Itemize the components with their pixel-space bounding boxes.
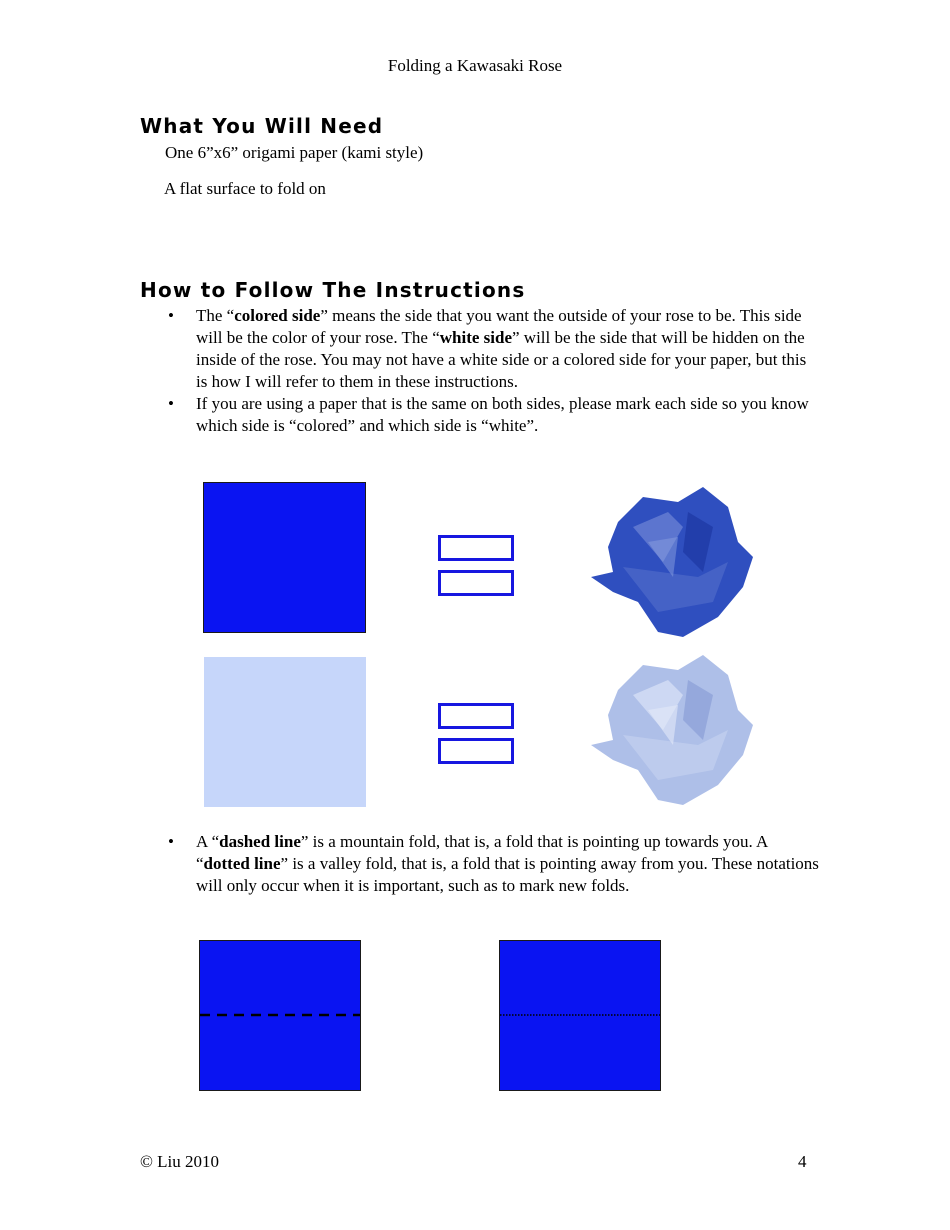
- colored-paper-square: [203, 482, 366, 633]
- bullet-dot: •: [168, 394, 174, 413]
- bullet-fold-lines: • A “dashed line” is a mountain fold, that is, a fold that is pointing up towards you. A “dotted line” is a valley fold, that is, a fold that is pointing away from you. These notations will only occur when it is important, such as to mark new folds.: [168, 832, 819, 895]
- bullet-dot: •: [168, 832, 174, 851]
- equals-sign-top-bar: [438, 535, 514, 561]
- term-colored-side: colored side: [234, 306, 321, 325]
- white-rose-image: [588, 650, 758, 810]
- bullet-colored-side: • The “colored side” means the side that you want the outside of your rose to be. This side will be the color of your rose. The “white side” will be the side that will be hidden on the inside of the rose. You may not have a white side or a colored side for your paper, but this is how I will refer to them in these instructions.: [168, 306, 807, 391]
- bullet-dot: •: [168, 306, 174, 325]
- term-white-side: white side: [439, 328, 513, 347]
- need-item-surface: A flat surface to fold on: [164, 179, 326, 198]
- colored-rose-image: [588, 482, 758, 642]
- valley-fold-square: [499, 940, 662, 1092]
- bullet-same-both-sides: • If you are using a paper that is the same on both sides, please mark each side so you know which side is “colored” and which side is “white”.: [168, 394, 809, 435]
- heading-what-you-need: What You Will Need: [140, 114, 384, 138]
- page-header: Folding a Kawasaki Rose: [387, 56, 563, 75]
- term-dashed-line: dashed line: [219, 832, 301, 851]
- white-paper-square: [204, 657, 366, 807]
- term-dotted-line: dotted line: [203, 854, 281, 873]
- mountain-fold-square: [199, 940, 362, 1092]
- heading-how-to-follow: How to Follow The Instructions: [140, 278, 526, 302]
- page-number: 4: [798, 1152, 807, 1171]
- fold-notation-list: [140, 831, 820, 897]
- need-item-paper: One 6”x6” origami paper (kami style): [165, 143, 424, 162]
- equals-sign-bottom-bar: [438, 570, 514, 596]
- instructions-list: [140, 305, 820, 437]
- equals-sign-bottom-bar: [438, 738, 514, 764]
- footer-copyright: © Liu 2010: [140, 1152, 220, 1171]
- equals-sign-top-bar: [438, 703, 514, 729]
